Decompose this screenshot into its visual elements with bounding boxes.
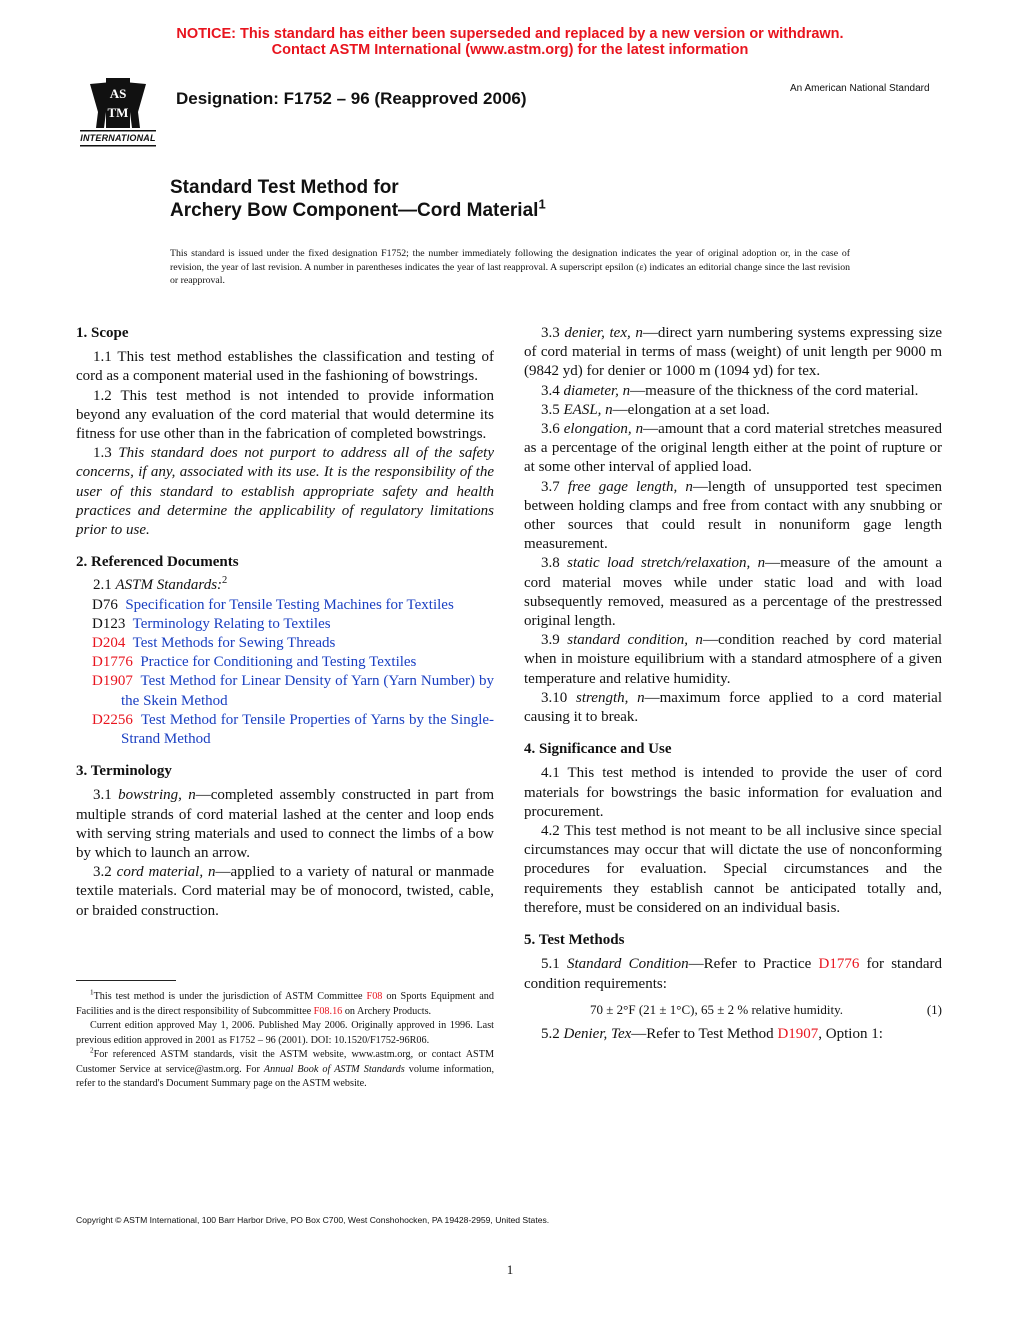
term-3-1: 3.1 bowstring, n—completed assembly constructed in part from multiple strands of cord material lashed at the center and loop ends with serving string materials and used to connect the limbs of a bow by which to launch an arrow. <box>76 787 494 862</box>
left-column <box>76 324 494 921</box>
term-3-6: 3.6 elongation, n—amount that a cord material stretches measured as a percentage of the original length either at the point of rupture or at some other interval of applied load. <box>524 421 942 476</box>
term-3-5: 3.5 EASL, n—elongation at a set load. <box>541 401 770 418</box>
section-4-1: 4.1 This test method is intended to provide the user of cord materials for bowstrings the basic information for evaluation and procurement. <box>524 765 942 820</box>
section-1-3: 1.3 This standard does not purport to address all of the safety concerns, if any, associated with its use. It is the responsibility of the user of this standard to establish appropriate safety and health practices and determine the applicability of regulatory limitations prior to use. <box>76 445 495 539</box>
ref-code-d204[interactable]: D204 <box>92 635 126 652</box>
ref-item-d2256 <box>92 711 494 749</box>
section-4-2: 4.2 This test method is not meant to be all inclusive since special circumstances may occur that will dictate the use of nonconforming procedures for evaluation. Special circumstances and the requirements they establish cannot be anticipated totally and, therefore, must be considered on an individual basis. <box>524 823 942 916</box>
footnotes <box>76 990 494 1092</box>
section-5-heading: 5. Test Methods <box>524 932 625 949</box>
section-5-2: 5.2 Denier, Tex—Refer to Test Method D1907, Option 1: <box>541 1025 883 1042</box>
footnote-edition: Current edition approved May 1, 2006. Published May 2006. Originally approved in 1996. Last previous edition approved in 2001 as F1752 – 96 (2001). DOI: 10.1520/F1752-96R06. <box>76 1020 494 1046</box>
equation-1-body: 70 ± 2°F (21 ± 1°C), 65 ± 2 % relative humidity. <box>590 1001 844 1017</box>
section-4-heading: 4. Significance and Use <box>524 741 672 758</box>
method-link-d1776[interactable]: D1776 <box>818 956 860 973</box>
ref-code-d1907[interactable]: D1907 <box>92 673 133 690</box>
svg-text:AS: AS <box>109 86 127 101</box>
right-column <box>524 324 942 1044</box>
ref-item-d1776 <box>92 653 494 672</box>
term-3-7: 3.7 free gage length, n—length of unsupported test specimen between holding clamps and free from contact with any snubbing or other sources that could result in nonuniform gage length measurement. <box>524 478 943 553</box>
equation-1-number: (1) <box>926 1001 942 1017</box>
term-3-2: 3.2 cord material, n—applied to a variety of natural or manmade textile materials. Cord material may be of monocord, twisted, cable, or braided construction. <box>76 864 494 919</box>
title-footnote-ref[interactable]: 1 <box>538 196 546 212</box>
ref-item-d76: D76 Specification for Tensile Testing Machines for Textiles <box>92 596 454 613</box>
term-3-3: 3.3 denier, tex, n—direct yarn numbering systems expressing size of cord material in terms of mass (weight) of unit length per 9000 m (9842 yd) for denier or 1000 m (1094 yd) for tex. <box>524 325 943 380</box>
ref-link-d1776[interactable]: Practice for Conditioning and Testing Textiles <box>140 654 417 671</box>
title-line-2: Archery Bow Component—Cord Material$^1$ <box>170 196 546 221</box>
term-3-10: 3.10 strength, n—maximum force applied to a cord material causing it to break. <box>524 689 942 726</box>
term-3-8: 3.8 static load stretch/relaxation, n—measure of the amount a cord material moves while under static load and with load subsequently removed, measured as a percentage of the prestressed original length. <box>524 555 943 630</box>
referenced-documents-list <box>76 596 494 750</box>
footnote-1: $^1$This test method is under the jurisdiction of ASTM Committee F08 on Sports Equipment and Facilities and is the direct responsibility of Subcommittee F08.16 on Archery Products. <box>76 988 494 1017</box>
ref-link-d2256[interactable]: Test Method for Tensile Properties of Yarns by the Single-Strand Method <box>121 711 495 748</box>
astm-logo <box>76 72 160 150</box>
notice-line-1: NOTICE: This standard has either been superseded and replaced by a new version or withdrawn. <box>176 26 844 42</box>
term-3-9: 3.9 standard condition, n—condition reached by cord material when in moisture equilibrium with a standard atmosphere of a given temperature and relative humidity. <box>524 632 942 687</box>
ref-code-d2256[interactable]: D2256 <box>92 711 133 728</box>
ref-item-d1907 <box>92 672 494 710</box>
ref-item-d123: D123 Terminology Relating to Textiles <box>92 615 331 632</box>
svg-text:TM: TM <box>107 105 129 120</box>
ref-link-d204[interactable]: Test Methods for Sewing Threads <box>132 635 336 652</box>
astm-logo-wordmark: INTERNATIONAL <box>80 133 156 143</box>
ref-link-d76[interactable]: Specification for Tensile Testing Machines for Textiles <box>125 596 454 613</box>
ref-link-d1907[interactable]: Test Method for Linear Density of Yarn (Yarn Number) by the Skein Method <box>121 673 494 709</box>
page-number: 1 <box>506 1262 514 1277</box>
title-line-1: Standard Test Method for <box>170 177 399 198</box>
section-5-1: 5.1 Standard Condition—Refer to Practice D1776 for standard condition requirements: <box>524 956 943 992</box>
document-title <box>170 176 546 222</box>
section-1-heading: 1. Scope <box>76 325 129 341</box>
preamble: This standard is issued under the fixed designation F1752; the number immediately following the designation indicates the year of original adoption or, in the case of revision, the year of last revision. A number in parentheses indicates the year of last reapproval. A superscript epsilon (ε) indicates an editorial change since the last revision or reapproval. <box>170 248 850 286</box>
copyright: Copyright © ASTM International, 100 Barr Harbor Drive, PO Box C700, West Conshohocken, PA 19428-2959, United States. <box>76 1215 550 1225</box>
national-standard-label: An American National Standard <box>790 83 930 94</box>
notice-line-2: Contact ASTM International (www.astm.org) for the latest information <box>271 42 749 58</box>
designation: Designation: F1752 – 96 (Reapproved 2006) <box>176 89 527 108</box>
footnote-link-f08[interactable]: F08 <box>366 991 383 1002</box>
footnote-divider <box>76 980 176 981</box>
ref-code-d1776[interactable]: D1776 <box>92 654 133 671</box>
equation-1 <box>524 1000 942 1019</box>
section-2-1: 2.1 ASTM Standards:$^2$ <box>93 575 228 594</box>
term-3-4: 3.4 diameter, n—measure of the thickness of the cord material. <box>541 382 919 399</box>
method-link-d1907[interactable]: D1907 <box>777 1025 819 1042</box>
section-1-1: 1.1 This test method establishes the classification and testing of cord as a component material used in the fashioning of bowstrings. <box>76 349 494 385</box>
ref-link-d123[interactable]: Terminology Relating to Textiles <box>132 615 331 632</box>
footnote-2: $^2$For referenced ASTM standards, visit the ASTM website, www.astm.org, or contact ASTM Customer Service at service@astm.org. For Annual Book of ASTM Standards volume information, refer to the standard's Document Summary page on the ASTM website. <box>76 1046 494 1089</box>
footnote-link-f0816[interactable]: F08.16 <box>313 1005 343 1017</box>
section-1-2: 1.2 This test method is not intended to provide information beyond any evaluation of the cord material that would determine its fitness for use other than in the fabrication of completed bowstrings. <box>76 387 494 443</box>
section-2-heading: 2. Referenced Documents <box>76 554 239 571</box>
section-3-heading: 3. Terminology <box>76 763 172 780</box>
ref-item-d204 <box>92 634 494 653</box>
